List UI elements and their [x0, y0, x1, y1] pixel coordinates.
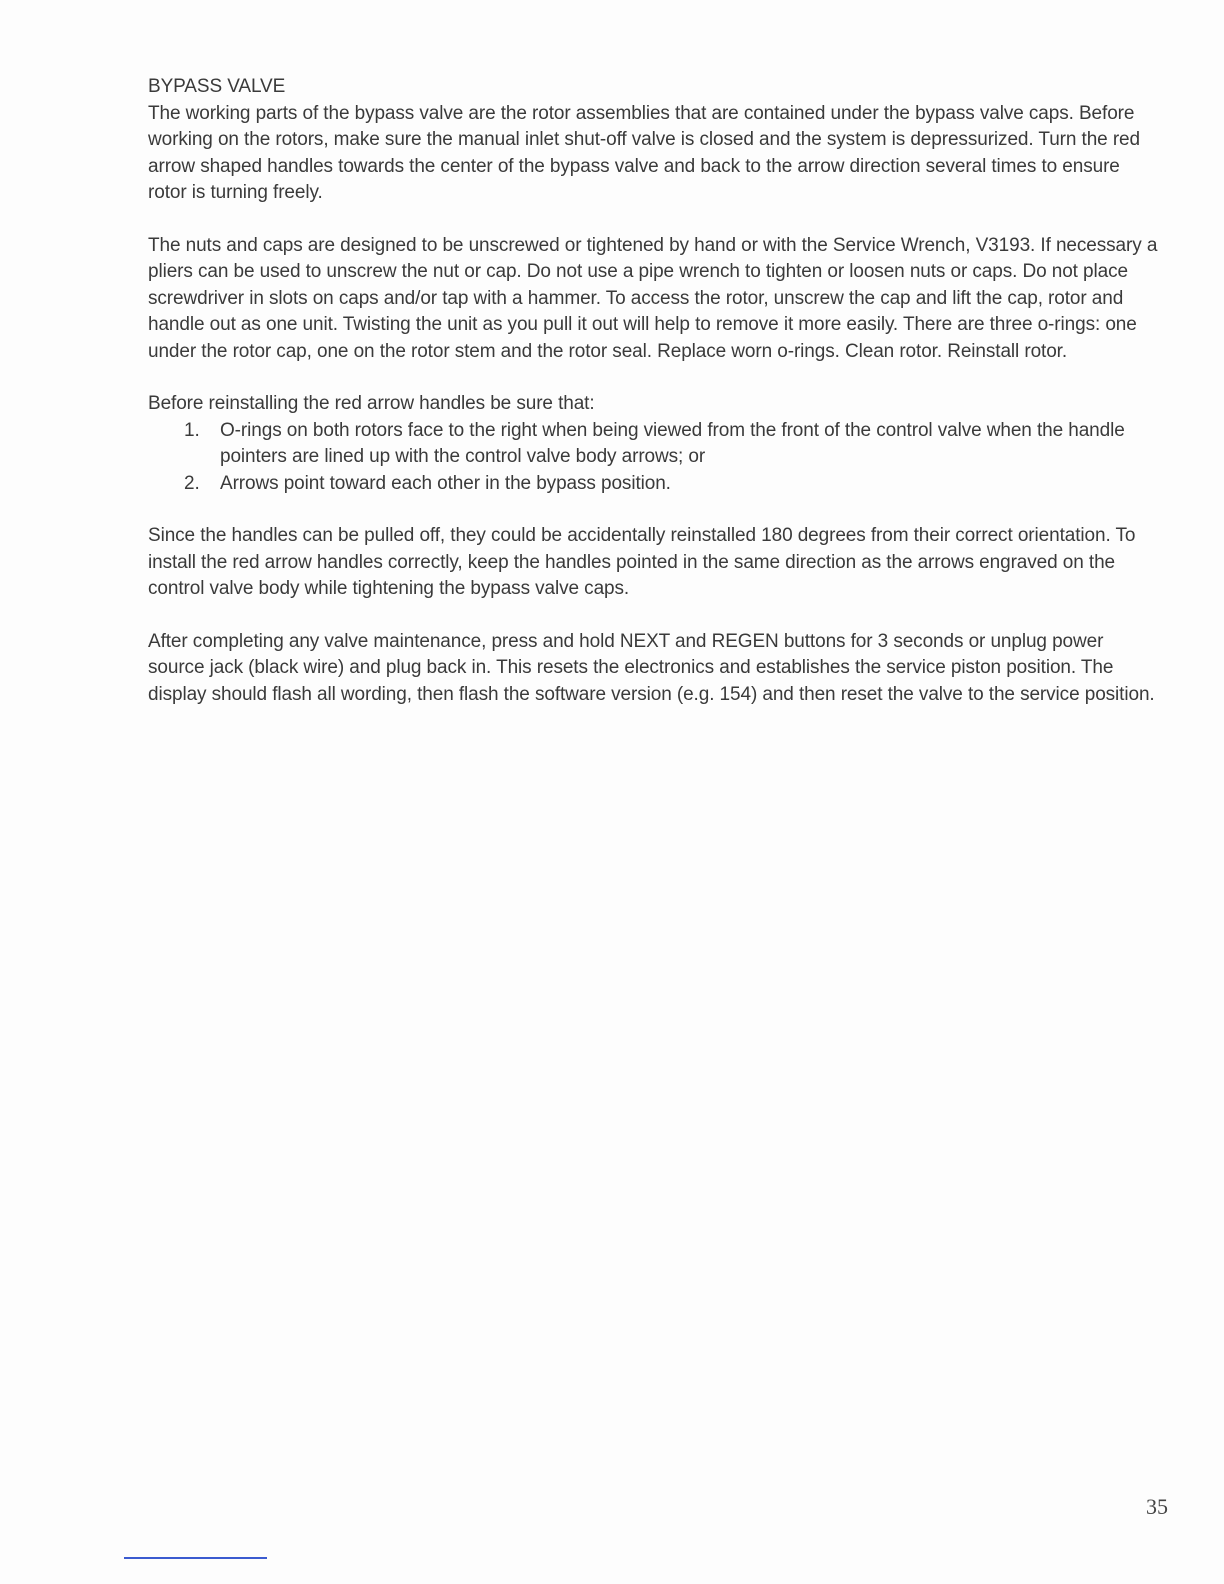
paragraph-handle-orientation: Since the handles can be pulled off, they could be accidentally reinstalled 180 degrees from their correct orientation. To install the red arrow handles correctly, keep the handles pointed in the same direction as the arrows engraved on the control valve body while tightening the bypass valve caps.	[148, 525, 1136, 599]
paragraph-after-maintenance: After completing any valve maintenance, press and hold NEXT and REGEN buttons for 3 seconds or unplug power source jack (black wire) and plug back in. This resets the electronics and establishes the service piston position. The display should flash all wording, then flash the software version (e.g. 154) and then reset the valve to the service position.	[148, 630, 1155, 705]
section-heading: BYPASS VALVE	[148, 76, 286, 97]
list-item-number: 2.	[184, 472, 200, 494]
footnote-divider	[124, 1557, 267, 1559]
checklist	[148, 418, 1160, 498]
list-item	[148, 471, 1160, 498]
page-number: 35	[1146, 1494, 1168, 1519]
list-item-text: Arrows point toward each other in the bypass position.	[220, 472, 671, 494]
list-item-text: O-rings on both rotors face to the right when being viewed from the front of the control valve when the handle pointers are lined up with the control valve body arrows; or	[220, 419, 1125, 467]
page-content	[148, 74, 1160, 734]
paragraph-rotor-intro: The working parts of the bypass valve are the rotor assemblies that are contained under the bypass valve caps. Before working on the rotors, make sure the manual inlet shut-off valve is closed and the system is depressurized. Turn the red arrow shaped handles towards the center of the bypass valve and back to the arrow direction several times to ensure rotor is turning freely.	[148, 102, 1140, 203]
paragraph-before-reinstalling: Before reinstalling the red arrow handles be sure that:	[148, 393, 595, 414]
paragraph-nuts-and-caps: The nuts and caps are designed to be unscrewed or tightened by hand or with the Service Wrench, V3193. If necessary a pliers can be used to unscrew the nut or cap. Do not use a pipe wrench to tighten or loosen nuts or caps. Do not place screwdriver in slots on caps and/or tap with a hammer. To access the rotor, unscrew the cap and lift the cap, rotor and handle out as one unit. Twisting the unit as you pull it out will help to remove it more easily. There are three o-rings: one under the rotor cap, one on the rotor stem and the rotor seal. Replace worn o-rings. Clean rotor. Reinstall rotor.	[148, 234, 1158, 362]
list-item	[148, 418, 1160, 471]
list-item-number: 1.	[184, 419, 200, 441]
